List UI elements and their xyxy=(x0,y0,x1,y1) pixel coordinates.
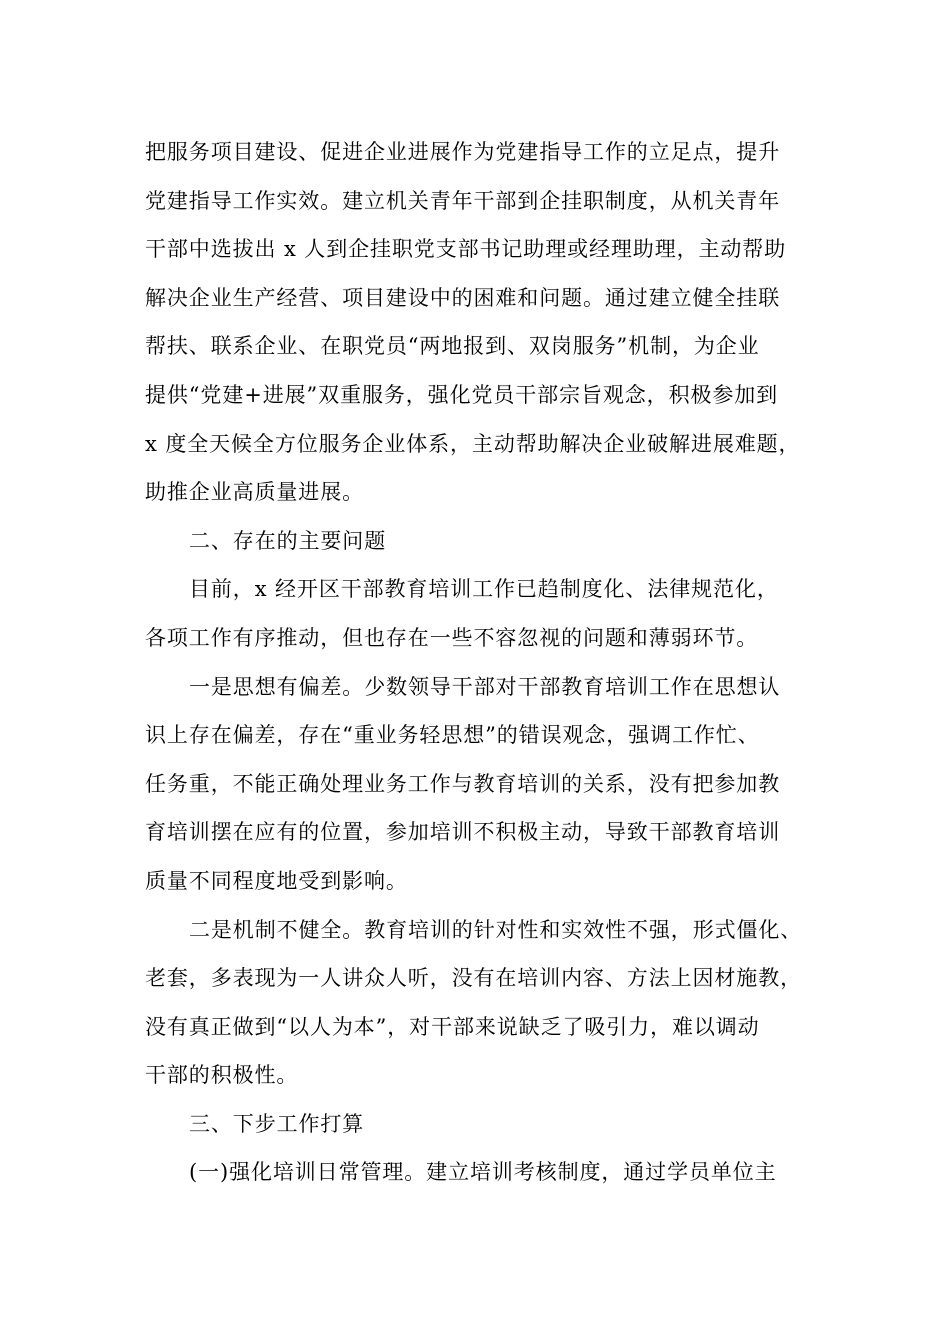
text-line: 任务重，不能正确处理业务工作与教育培训的关系，没有把参加教 xyxy=(145,771,781,796)
text-line: 质量不同程度地受到影响。 xyxy=(145,868,408,893)
text-line: 帮扶、联系企业、在职党员“两地报到、双岗服务”机制，为企业 xyxy=(145,334,760,359)
text-line: 各项工作有序推动，但也存在一些不容忽视的问题和薄弱环节。 xyxy=(145,625,759,650)
text-line: 目前，x 经开区干部教育培训工作已趋制度化、法律规范化， xyxy=(189,577,779,602)
text-line: 识上存在偏差，存在“重业务轻思想”的错误观念，强调工作忙、 xyxy=(145,723,760,748)
text-line: 提供“党建+进展”双重服务，强化党员干部宗旨观念，积极参加到 xyxy=(145,382,779,407)
text-line: (一)强化培训日常管理。建立培训考核制度，通过学员单位主 xyxy=(189,1160,777,1185)
text-line: 育培训摆在应有的位置，参加培训不积极主动，导致干部教育培训 xyxy=(145,820,781,845)
text-line: x 度全天候全方位服务企业体系，主动帮助解决企业破解进展难题， xyxy=(145,431,801,456)
section-heading: 二、存在的主要问题 xyxy=(189,528,387,553)
section-heading: 三、下步工作打算 xyxy=(189,1111,365,1136)
text-line: 党建指导工作实效。建立机关青年干部到企挂职制度，从机关青年 xyxy=(145,188,781,213)
text-line: 助推企业高质量进展。 xyxy=(145,480,364,505)
text-line: 没有真正做到“以人为本”，对干部来说缺乏了吸引力，难以调动 xyxy=(145,1014,760,1039)
text-line: 二是机制不健全。教育培训的针对性和实效性不强，形式僵化、 xyxy=(189,917,803,942)
text-line: 干部中选拔出 x 人到企挂职党支部书记助理或经理助理，主动帮助 xyxy=(145,237,787,262)
text-line: 老套，多表现为一人讲众人听，没有在培训内容、方法上因材施教， xyxy=(145,966,802,991)
text-line: 干部的积极性。 xyxy=(145,1063,299,1088)
text-line: 一是思想有偏差。少数领导干部对干部教育培训工作在思想认 xyxy=(189,674,781,699)
document-body xyxy=(145,128,835,1197)
text-line: 解决企业生产经营、项目建设中的困难和问题。通过建立健全挂联 xyxy=(145,285,781,310)
text-line: 把服务项目建设、促进企业进展作为党建指导工作的立足点，提升 xyxy=(145,140,781,164)
